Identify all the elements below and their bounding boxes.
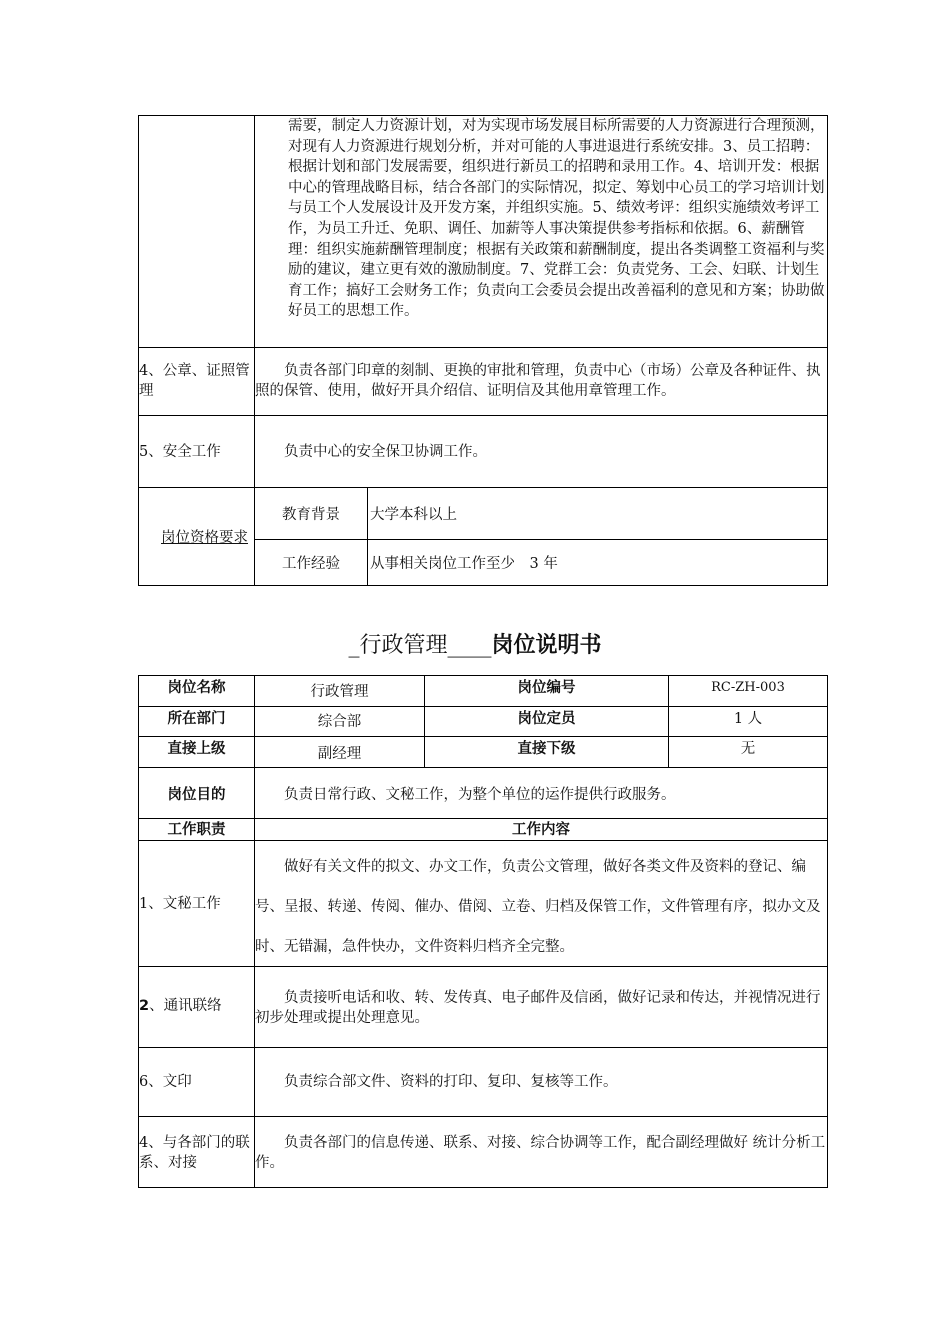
supervisor-label: 直接上级 (167, 741, 226, 757)
job-row-divider-1 (138, 706, 828, 707)
seal-management-label: 4、公章、证照管理 (139, 363, 250, 399)
title-main: 岗位说明书 (491, 633, 602, 658)
duty-liaison-content: 负责各部门的信息传递、联系、对接、综合协调等工作，配合副经理做好 统计分析工作。 (255, 1135, 826, 1171)
qual-col-divider (367, 487, 368, 586)
job-row-divider-7 (138, 1047, 828, 1048)
seal-management-content: 负责各部门印章的刻制、更换的审批和管理，负责中心（市场）公章及各种证件、执照的保管、使用，做好开具介绍信、证明信及其他用章管理工作。 (255, 363, 821, 399)
duty-communication-content: 负责接听电话和收、转、发传真、电子邮件及信函，做好记录和传达，并视情况进行初步处理或提出处理意见。 (255, 990, 821, 1026)
subordinate-label: 直接下级 (517, 741, 576, 757)
safety-work-content: 负责中心的安全保卫协调工作。 (284, 444, 487, 460)
job-code-value: RC-ZH-003 (711, 680, 785, 695)
duty-secretarial-content: 做好有关文件的拟文、办文工作，负责公文管理，做好各类文件及资料的登记、编号、呈报、转递、传阅、催办、借阅、立卷、归档及保管工作，文件管理有序，拟办文及时、无错漏，急件快办，文件资料归档齐全完整。 (255, 859, 821, 955)
department-label: 所在部门 (167, 711, 226, 727)
top-row-divider-3 (138, 487, 828, 488)
subordinate-value: 无 (740, 741, 756, 757)
education-value: 大学本科以上 (370, 507, 457, 523)
safety-work-label: 5、安全工作 (139, 444, 221, 460)
education-label: 教育背景 (282, 507, 340, 523)
top-row-divider-2 (138, 415, 828, 416)
job-row-divider-3 (138, 767, 828, 768)
experience-value: 从事相关岗位工作至少 3 年 (370, 556, 558, 572)
content-header: 工作内容 (512, 822, 570, 838)
job-row-divider-4 (138, 818, 828, 819)
duty-printing-label: 6、文印 (139, 1074, 192, 1090)
duty-printing-content: 负责综合部文件、资料的打印、复印、复核等工作。 (284, 1074, 618, 1090)
job-name-value: 行政管理 (310, 684, 369, 700)
qual-row-divider (254, 539, 828, 540)
job-row-divider-2 (138, 736, 828, 737)
purpose-label: 岗位目的 (167, 787, 226, 803)
purpose-value: 负责日常行政、文秘工作，为整个单位的运作提供行政服务。 (284, 787, 676, 803)
duty-communication-number: 2 (139, 998, 150, 1014)
department-value: 综合部 (317, 714, 362, 730)
duty-communication-text: 、通讯联络 (149, 998, 222, 1014)
headcount-label: 岗位定员 (517, 711, 576, 727)
supervisor-value: 副经理 (317, 746, 362, 762)
duty-communication-label (139, 996, 254, 1016)
job-row-divider-5 (138, 840, 828, 841)
job-row-divider-8 (138, 1116, 828, 1117)
duties-header: 工作职责 (167, 822, 226, 838)
qualification-label: 岗位资格要求 (161, 530, 248, 546)
job-code-label: 岗位编号 (517, 680, 576, 696)
continued-duties-text: 需要，制定人力资源计划，对为实现市场发展目标所需要的人力资源进行合理预测，对现有人力资源进行规划分析，并对可能的人事进退进行系统安排。3、员工招聘：根据计划和部门发展需要，组织进行新员工的招聘和录用工作。4、培训开发：根据中心的管理战略目标，结合各部门的实际情况，拟定、筹划中心员工的学习培训计划与员工个人发展设计及开发方案，并组织实施。5、绩效考评：组织实施绩效考评工作，为员工升迁、免职、调任、加薪等人事决策提供参考指标和依据。6、薪酬管理：组织实施薪酬管理制度；根据有关政策和薪酬制度，提出各类调整工资福利与奖励的建议，建立更有效的激励制度。7、党群工会：负责党务、工会、妇联、计划生育工作；搞好工会财务工作；负责向工会委员会提出改善福利的意见和方案；协助做好员工的思想工作。 (288, 118, 825, 320)
duty-secretarial-label: 1、文秘工作 (139, 896, 221, 912)
job-name-label: 岗位名称 (167, 680, 226, 696)
top-row-divider-1 (138, 347, 828, 348)
headcount-value: 1 人 (733, 711, 763, 727)
document-title (0, 628, 950, 659)
title-prefix: _行政管理____ (348, 633, 492, 658)
experience-label: 工作经验 (282, 556, 340, 572)
duty-liaison-label: 4、与各部门的联系、对接 (139, 1135, 250, 1171)
